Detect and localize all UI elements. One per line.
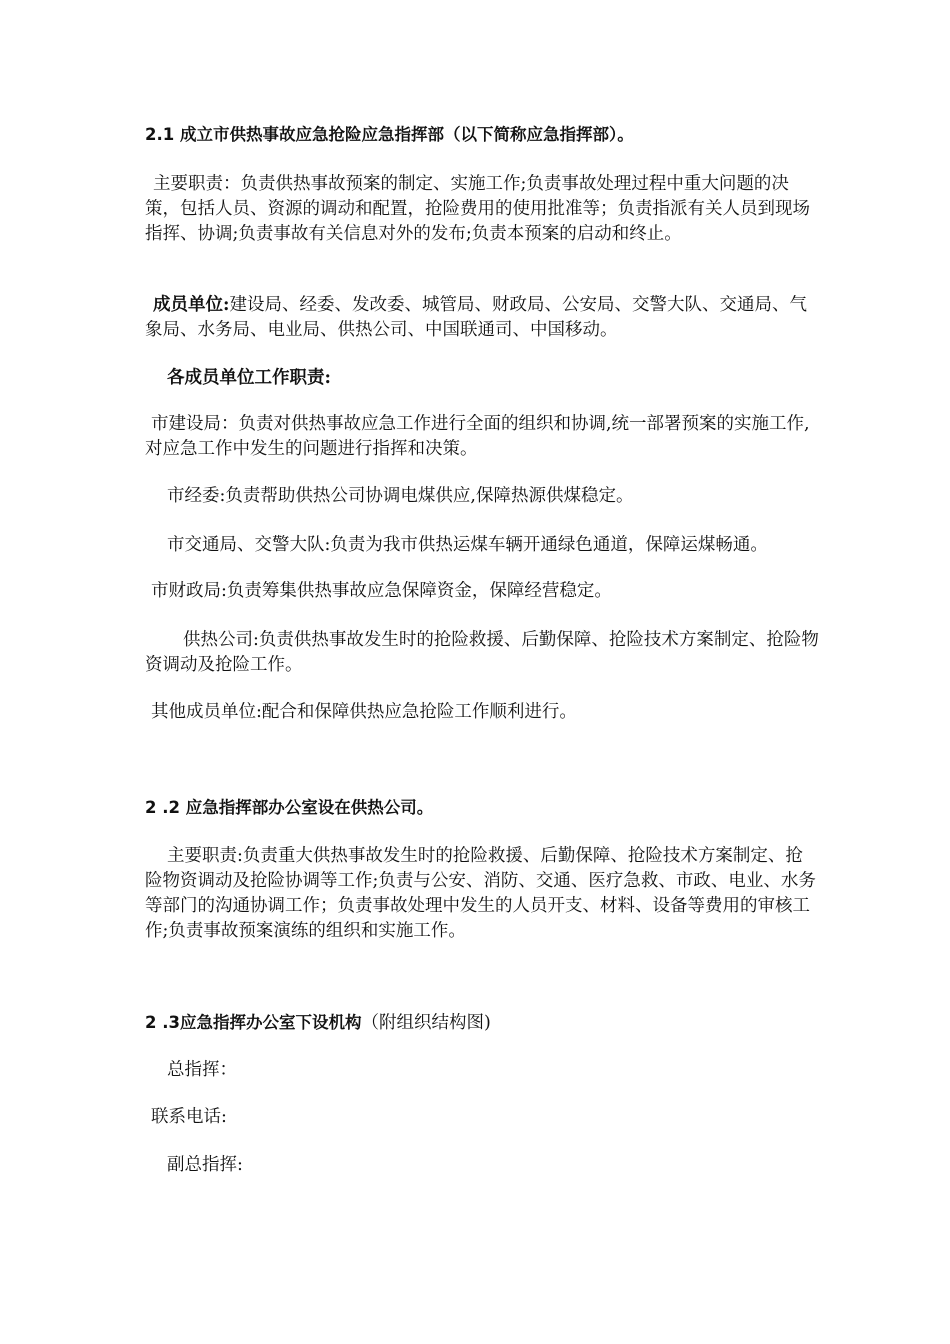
section-2-1-heading: 2.1 成立市供热事故应急抢险应急指挥部（以下简称应急指挥部）。	[145, 125, 634, 144]
section-2-3-heading-title: 2 .3应急指挥办公室下设机构	[145, 1013, 362, 1032]
section-2-2-duties: 主要职责:负责重大供热事故发生时的抢险救援、后勤保障、抢险技术方案制定、抢险物资调动及抢险协调等工作;负责与公安、消防、交通、医疗急救、市政、电业、水务等部门的沟通协调工作；负责事故处理中发生的人员开支、材料、设备等费用的审核工作;负责事故预案演练的组织和实施工作。	[145, 846, 816, 941]
section-2-1-duties: 主要职责：负责供热事故预案的制定、实施工作;负责事故处理过程中重大问题的决策，包括人员、资源的调动和配置，抢险费用的使用批准等；负责指派有关人员到现场指挥、协调;负责事故有关信息对外的发布;负责本预案的启动和终止。	[145, 174, 810, 244]
section-2-3-heading-note: （附组织结构图)	[361, 1013, 491, 1033]
deputy-commander-field: 副总指挥:	[167, 1155, 243, 1175]
unit-duty-heating-company: 供热公司:负责供热事故发生时的抢险救援、后勤保障、抢险技术方案制定、抢险物资调动及抢险工作。	[145, 630, 819, 675]
member-units-paragraph	[145, 293, 820, 343]
unit-duty-construction-bureau: 市建设局：负责对供热事故应急工作进行全面的组织和协调,统一部署预案的实施工作,对应急工作中发生的问题进行指挥和决策。	[145, 414, 810, 459]
section-2-3-heading	[145, 1010, 820, 1036]
member-units-label: 成员单位:	[153, 295, 230, 315]
contact-phone-field: 联系电话:	[151, 1107, 227, 1127]
section-2-2-heading: 2 .2 应急指挥部办公室设在供热公司。	[145, 798, 434, 817]
unit-duty-other-members: 其他成员单位:配合和保障供热应急抢险工作顺利进行。	[151, 702, 577, 722]
member-duties-heading: 各成员单位工作职责:	[167, 368, 331, 388]
unit-duty-economic-commission: 市经委:负责帮助供热公司协调电煤供应,保障热源供煤稳定。	[167, 486, 634, 506]
unit-duty-transport-police: 市交通局、交警大队:负责为我市供热运煤车辆开通绿色通道，保障运煤畅通。	[167, 535, 768, 555]
unit-duty-finance-bureau: 市财政局:负责筹集供热事故应急保障资金，保障经营稳定。	[151, 581, 612, 601]
commander-field: 总指挥：	[167, 1060, 237, 1080]
member-units-list: 建设局、经委、发改委、城管局、财政局、公安局、交警大队、交通局、气象局、水务局、电业局、供热公司、中国联通司、中国移动。	[145, 295, 807, 340]
